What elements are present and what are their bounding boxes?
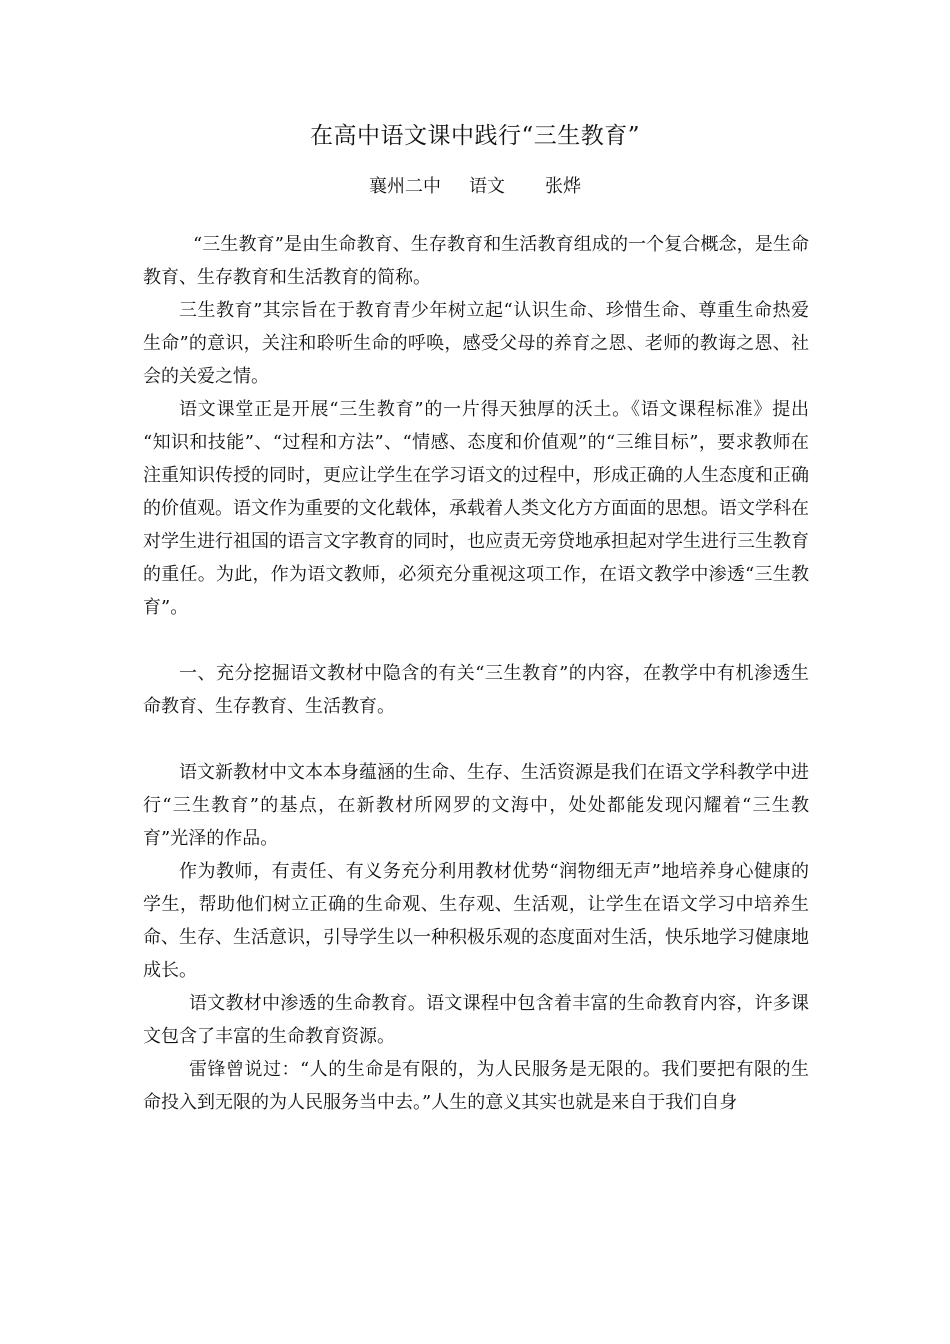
paragraph: 作为教师，有责任、有义务充分利用教材优势“润物细无声”地培养身心健康的学生，帮助他们树立正确的生命观、生存观、生活观，让学生在语文学习中培养生命、生存、生活意识，引导学生以一种积极乐观的态度面对生活，快乐地学习健康地成长。: [143, 861, 809, 981]
byline: [0, 174, 950, 200]
paragraph: “三生教育”是由生命教育、生存教育和生活教育组成的一个复合概念，是生命教育、生存教育和生活教育的简称。: [143, 234, 809, 288]
paragraph: 语文新教材中文本本身蕴涵的生命、生存、生活资源是我们在语文学科教学中进行“三生教育”的基点，在新教材所网罗的文海中，处处都能发现闪耀着“三生教育”光泽的作品。: [143, 762, 809, 849]
paragraph: 三生教育”其宗旨在于教育青少年树立起“认识生命、珍惜生命、尊重生命热爱生命”的意识，关注和聆听生命的呼唤，感受父母的养育之恩、老师的教诲之恩、社会的关爱之情。: [143, 300, 809, 387]
byline-school: 襄州二中: [369, 176, 441, 197]
document-title: 在高中语文课中践行“三生教育”: [309, 123, 641, 149]
blank-line: [143, 723, 809, 756]
paragraph: 语文教材中渗透的生命教育。语文课程中包含着丰富的生命教育内容，许多课文包含了丰富的生命教育资源。: [143, 993, 809, 1047]
blank-line: [143, 624, 809, 657]
byline-author: 张烨: [545, 176, 581, 197]
section-heading: 一、充分挖掘语文教材中隐含的有关“三生教育”的内容，在教学中有机渗透生命教育、生存教育、生活教育。: [143, 663, 809, 717]
byline-subject: 语文: [469, 176, 505, 197]
document-body: [143, 228, 809, 1119]
paragraph: 雷锋曾说过：“人的生命是有限的，为人民服务是无限的。我们要把有限的生命投入到无限的为人民服务当中去。”人生的意义其实也就是来自于我们自身: [143, 1059, 809, 1113]
paragraph: 语文课堂正是开展“三生教育”的一片得天独厚的沃土。《语文课程标准》提出 “知识和技能”、“过程和方法”、“情感、态度和价值观”的“三维目标”，要求教师在注重知识传授的同时，更应让学生在学习语文的过程中，形成正确的人生态度和正确的价值观。语文作为重要的文化载体，承载着人类文化方方面面的思想。语文学科在对学生进行祖国的语言文字教育的同时，也应责无旁贷地承担起对学生进行三生教育的重任。为此，作为语文教师，必须充分重视这项工作，在语文教学中渗透“三生教育”。: [143, 399, 809, 618]
